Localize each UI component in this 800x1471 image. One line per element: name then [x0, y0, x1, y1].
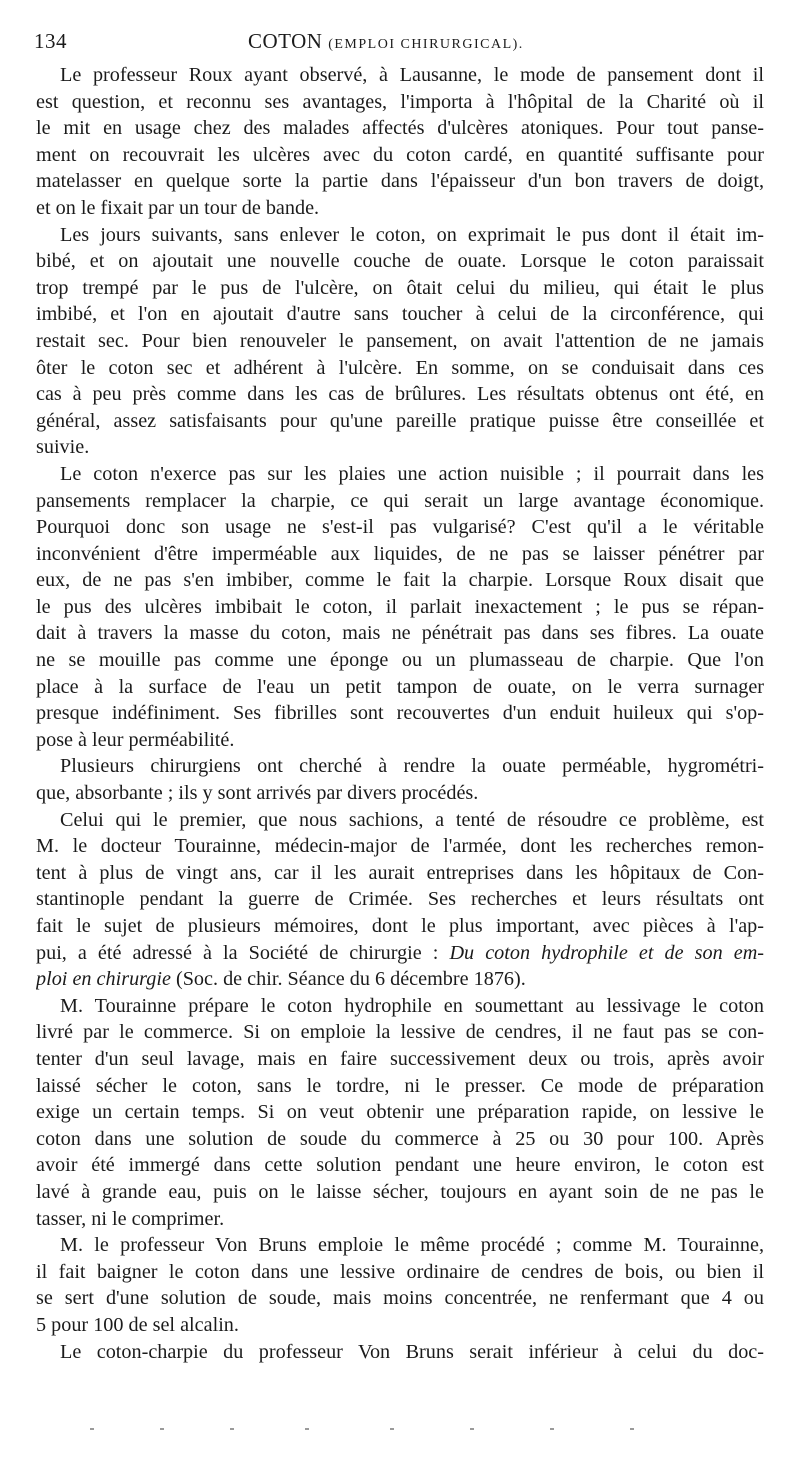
paragraph: [36, 993, 764, 1232]
text-line: cas à peu près comme dans les cas de brûlures. Les résultats obtenus ont été, en: [36, 383, 764, 406]
text-line: pansements remplacer la charpie, ce qui serait un large avantage économique.: [36, 489, 764, 512]
print-mark: [305, 1428, 309, 1430]
paragraph: [36, 1232, 764, 1338]
paragraph: [36, 1339, 764, 1366]
print-mark: [630, 1428, 634, 1430]
text-line: Le professeur Roux ayant observé, à Lausanne, le mode de pansement dont il: [60, 64, 764, 86]
text-line: M. Tourainne prépare le coton hydrophile en soumettant au lessivage le coton: [60, 994, 764, 1017]
body-text: [36, 62, 764, 1365]
text-line: stantinople pendant la guerre de Crimée. Ses recherches et leurs résultats ont: [36, 888, 764, 911]
print-mark: [390, 1428, 394, 1430]
text-line: tent à plus de vingt ans, car il les aurait entreprises dans les hôpitaux de Con-: [36, 861, 764, 884]
text-line: laissé sécher le coton, sans le tordre, ni le presser. Ce mode de préparation: [36, 1074, 764, 1097]
text-line: Plusieurs chirurgiens ont cherché à rendre la ouate perméable, hygrométri-: [60, 755, 764, 778]
text-line: Le coton n'exerce pas sur les plaies une action nuisible ; il pourrait dans les: [60, 462, 764, 485]
text-line: 5 pour 100 de sel alcalin.: [36, 1313, 239, 1336]
text-line: inconvénient d'être imperméable aux liquides, de ne pas se laisser pénétrer par: [36, 542, 764, 565]
running-title-main: COTON: [248, 29, 323, 53]
text-line: bibé, et on ajoutait une nouvelle couche de ouate. Lorsque le coton paraissait: [36, 250, 764, 273]
text-line: [36, 940, 764, 967]
text-line: ôter le coton sec et adhérent à l'ulcère. En somme, on se conduisait dans ces: [36, 356, 764, 379]
text-line: matelasser en quelque sorte la partie dans l'épaisseur d'un bon travers de doigt,: [36, 170, 764, 193]
text-line: il fait baigner le coton dans une lessive ordinaire de cendres de bois, ou bien il: [36, 1260, 764, 1283]
text-line: trop trempé par le pus de l'ulcère, on ôtait celui du milieu, qui était le plus: [36, 276, 764, 299]
text-line: imbibé, et l'on en ajoutait d'autre sans toucher à celui de la circonférence, qui: [36, 303, 764, 326]
print-mark: [470, 1428, 474, 1430]
running-header: [28, 26, 768, 56]
text-line: et on le fixait par un tour de bande.: [36, 196, 320, 219]
print-mark: [550, 1428, 554, 1430]
paragraph: [36, 807, 764, 993]
text-line: restait sec. Pour bien renouveler le pansement, on avait l'attention de ne jamais: [36, 329, 764, 352]
text-line: tasser, ni le comprimer.: [36, 1207, 225, 1230]
citation-title: ploi en chirurgie: [36, 968, 171, 991]
text-line: eux, de ne pas s'en imbiber, comme le fait la charpie. Lorsque Roux disait que: [36, 569, 764, 592]
text-line: [36, 966, 764, 993]
text-line: suivie.: [36, 436, 90, 459]
text-line: fait le sujet de plusieurs mémoires, dont le plus important, avec pièces à l'ap-: [36, 915, 764, 937]
text-line: place à la surface de l'eau un petit tampon de ouate, on le verra surnager: [36, 675, 764, 698]
print-mark: [160, 1428, 164, 1430]
text-line: Le coton-charpie du professeur Von Bruns serait inférieur à celui du doc-: [60, 1340, 764, 1363]
text-line: dait à travers la masse du coton, mais ne pénétrait pas dans ses fibres. La ouate: [36, 622, 764, 645]
page-number: 134: [34, 29, 67, 53]
print-mark: [90, 1428, 94, 1430]
running-title: [248, 26, 524, 60]
text-line: que, absorbante ; ils y sont arrivés par divers procédés.: [36, 782, 479, 805]
print-mark: [230, 1428, 234, 1430]
text-line: pose à leur perméabilité.: [36, 728, 235, 751]
text-line: avoir été immergé dans cette solution pendant une heure environ, le coton est: [36, 1154, 764, 1177]
paragraph: [36, 753, 764, 806]
paragraph: [36, 461, 764, 754]
text-line: le mit en usage chez des malades affectés d'ulcères atoniques. Pour tout panse-: [36, 117, 764, 140]
paragraph: [36, 222, 764, 461]
text-line: coton dans une solution de soude du commerce à 25 ou 30 pour 100. Après: [36, 1127, 764, 1150]
text-line: se sert d'une solution de soude, mais moins concentrée, ne renfermant que 4 ou: [36, 1287, 764, 1310]
text-line: ne se mouille pas comme une éponge ou un plumasseau de charpie. Que l'on: [36, 649, 764, 672]
text-span: (Soc. de chir. Séance du 6 décembre 1876).: [170, 968, 526, 991]
text-line: Les jours suivants, sans enlever le coton, on exprimait le pus dont il était im-: [60, 223, 764, 246]
text-line: Pourquoi donc son usage ne s'est-il pas vulgarisé? C'est qu'il a le véritable: [36, 516, 764, 539]
text-line: M. le docteur Tourainne, médecin-major de l'armée, dont les recherches remon-: [36, 835, 764, 858]
text-line: M. le professeur Von Bruns emploie le même procédé ; comme M. Tourainne,: [60, 1234, 764, 1257]
text-line: tenter d'un seul lavage, mais en faire successivement deux ou trois, après avoir: [36, 1047, 764, 1070]
print-show-through-marks: [90, 1428, 710, 1438]
text-line: lavé à grande eau, puis on le laisse sécher, toujours en ayant soin de ne pas le: [36, 1180, 764, 1203]
text-line: est question, et reconnu ses avantages, l'importa à l'hôpital de la Charité où il: [36, 90, 764, 113]
running-title-sub: (EMPLOI CHIRURGICAL).: [328, 37, 524, 52]
text-line: Celui qui le premier, que nous sachions, a tenté de résoudre ce problème, est: [60, 808, 764, 831]
text-span: pui, a été adressé à la Société de chirurgie :: [36, 941, 450, 964]
text-line: le pus des ulcères imbibait le coton, il parlait inexactement ; le pus se répan-: [36, 595, 764, 618]
paragraph: [36, 62, 764, 222]
citation-title: Du coton hydrophile et de son em-: [449, 941, 764, 964]
text-line: presque indéfiniment. Ses fibrilles sont recouvertes d'un enduit huileux qui s'op-: [36, 702, 764, 725]
text-line: exige un certain temps. Si on veut obtenir une préparation rapide, on lessive le: [36, 1101, 764, 1124]
text-line: ment on recouvrait les ulcères avec du coton cardé, en quantité suffisante pour: [36, 143, 764, 166]
text-line: général, assez satisfaisants pour qu'une pareille pratique puisse être conseillée et: [36, 409, 764, 432]
text-line: livré par le commerce. Si on emploie la lessive de cendres, il ne faut pas se con-: [36, 1021, 764, 1044]
